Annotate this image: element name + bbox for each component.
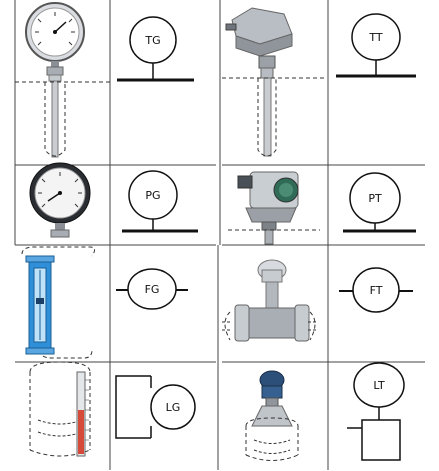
pt-symbol (343, 173, 416, 231)
lt-label: LT (373, 379, 385, 392)
pt-label: PT (368, 192, 382, 205)
level-gauge-image (30, 362, 90, 456)
tt-symbol (336, 14, 416, 76)
rotameter-image (22, 247, 95, 358)
lg-vessel-connections (116, 376, 151, 438)
fg-symbol (116, 269, 188, 309)
temperature-transmitter-image (226, 8, 292, 156)
ft-label: FT (369, 284, 383, 297)
lt-liquid-lines (254, 440, 290, 454)
flow-transmitter-image (235, 260, 309, 341)
tt-label: TT (369, 31, 383, 44)
lg-symbol (116, 376, 195, 438)
fg-label: FG (144, 283, 160, 296)
ft-symbol (339, 268, 413, 312)
lt-vessel-box (362, 420, 400, 460)
pressure-gauge-image (30, 163, 90, 237)
tg-symbol (117, 17, 194, 80)
lt-symbol (347, 363, 404, 460)
lg-label: LG (165, 401, 181, 414)
thermometer-gauge-image (26, 3, 84, 157)
pg-label: PG (145, 189, 161, 202)
lt-vessel-bottom (246, 455, 298, 461)
pressure-transmitter-image (238, 172, 298, 244)
tg-label: TG (145, 34, 161, 47)
pg-symbol (122, 171, 198, 231)
